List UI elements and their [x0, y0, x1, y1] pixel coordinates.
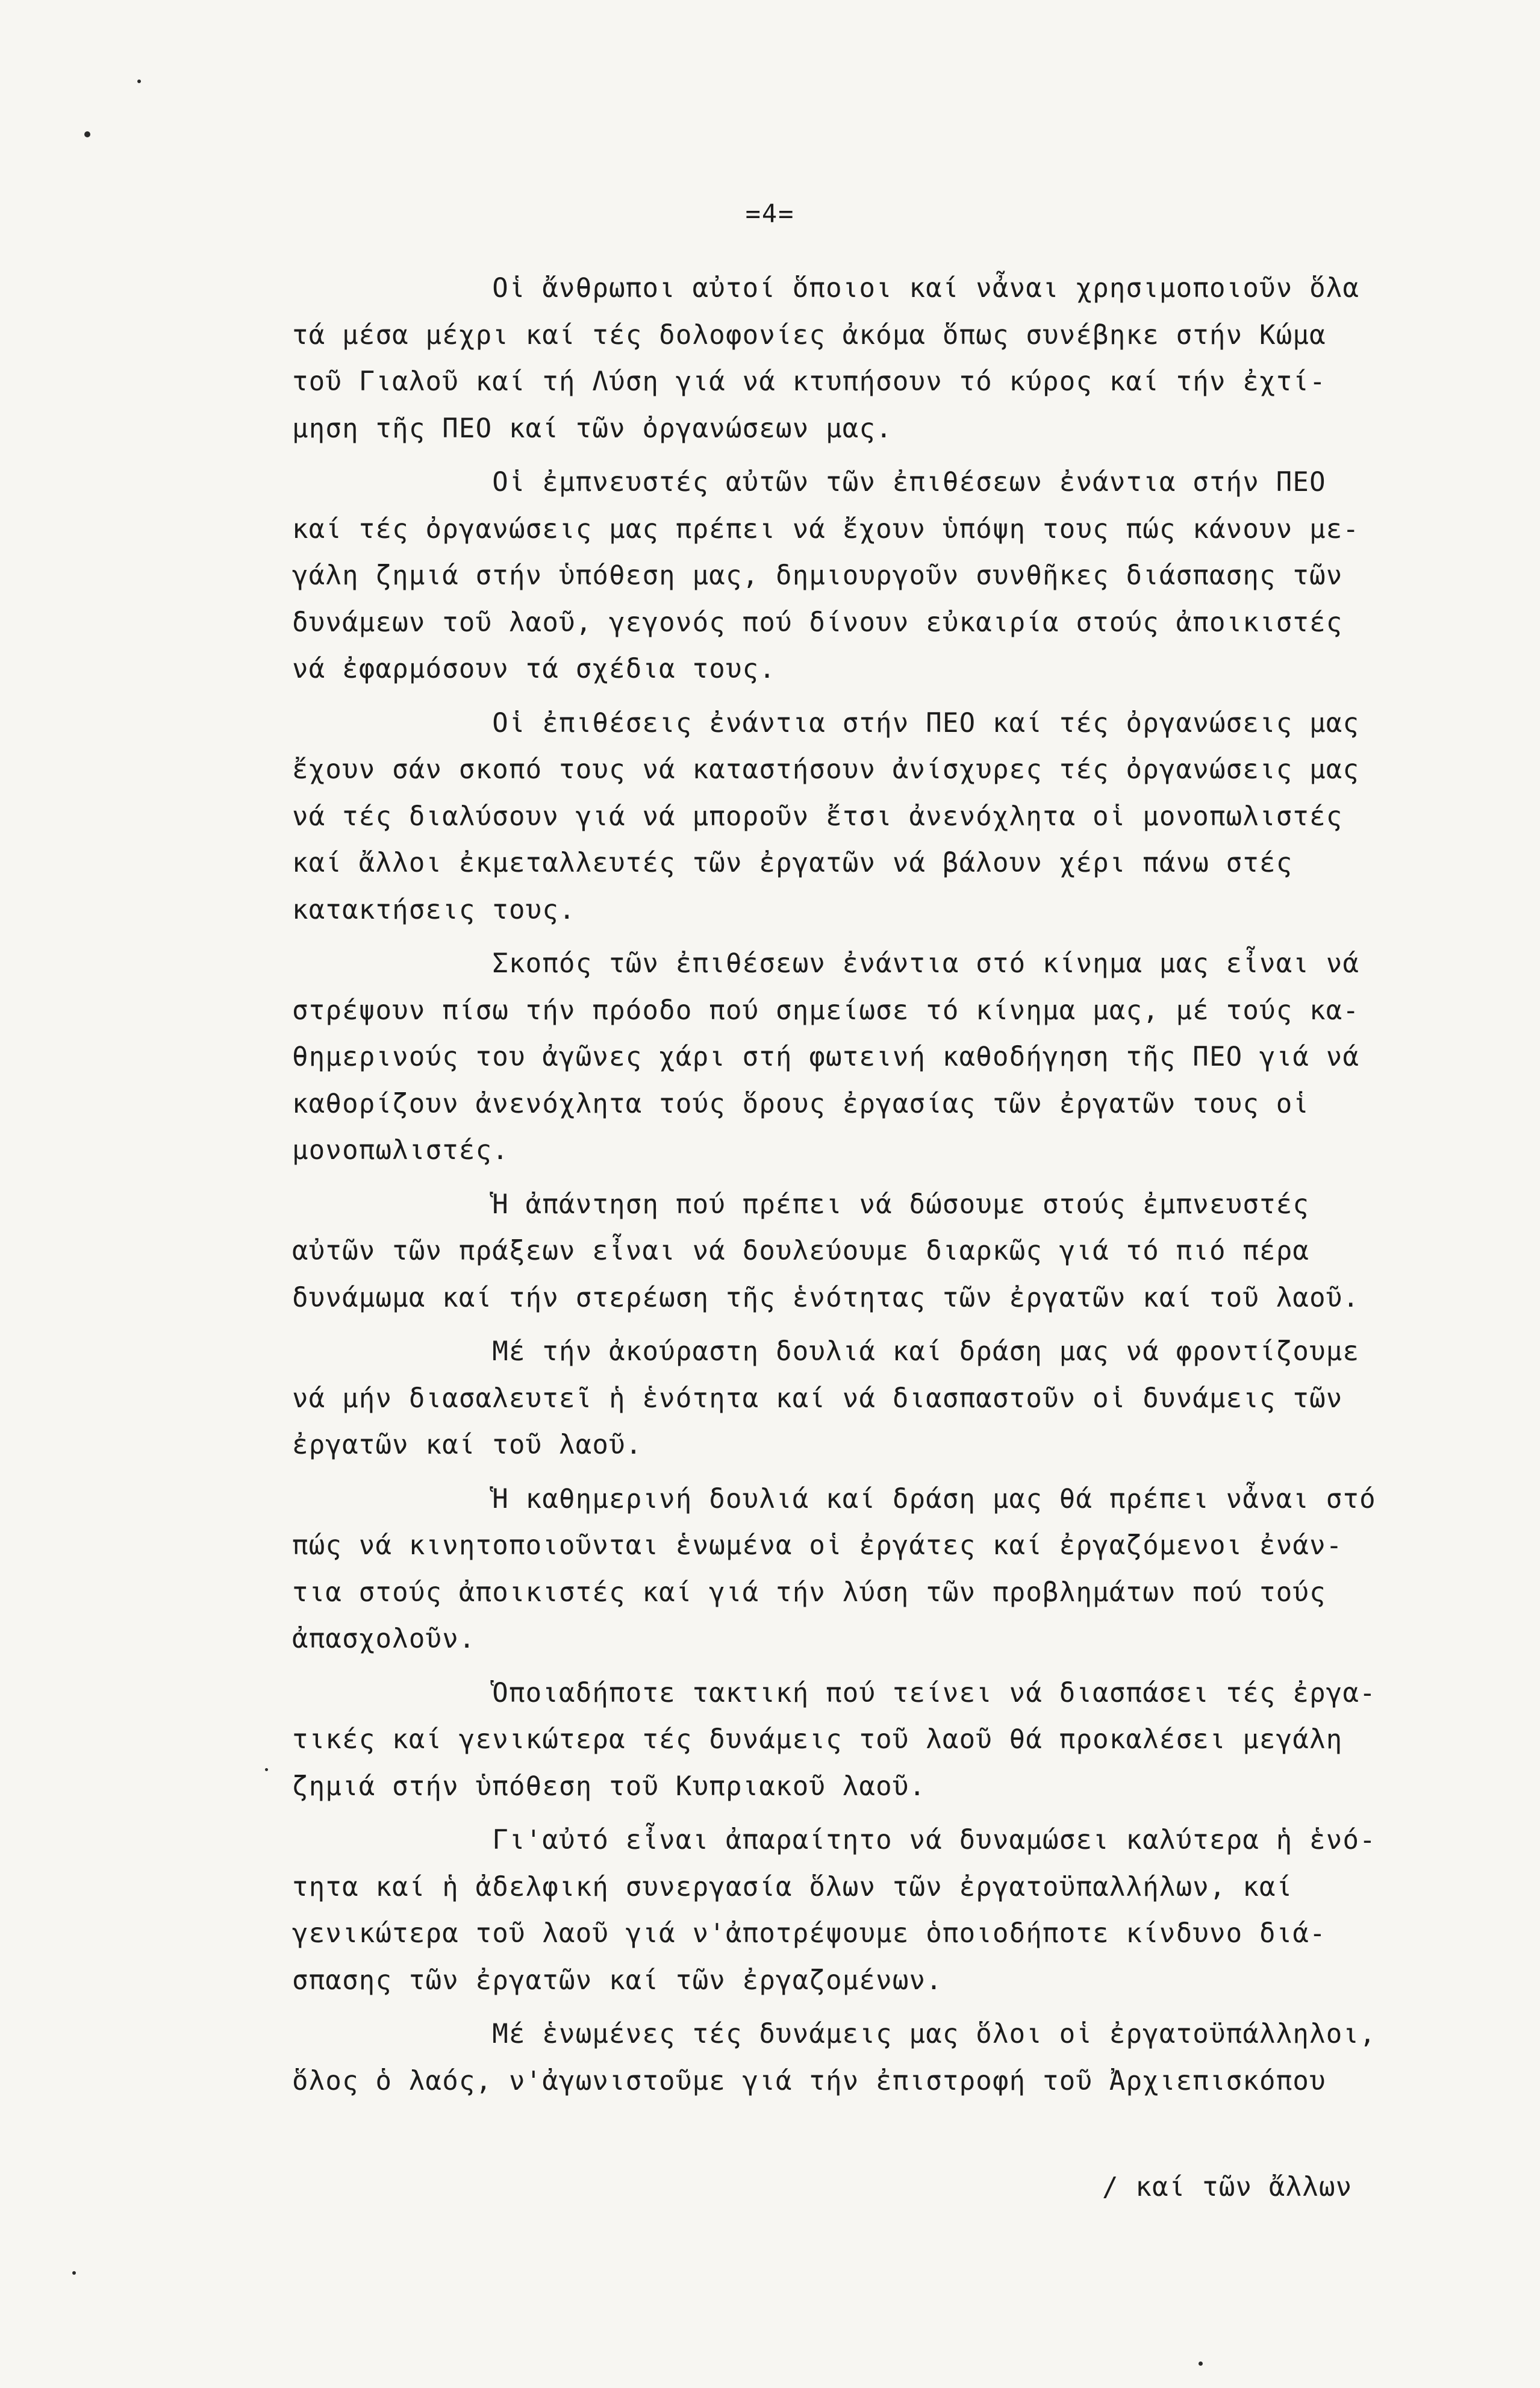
text-line: Οἱ ἐμπνευστές αὐτῶν τῶν ἐπιθέσεων ἐνάντια στήν ΠΕΟ: [292, 467, 1326, 498]
text-line: τια στούς ἀποικιστές καί γιά τήν λύση τῶν προβλημάτων πού τούς: [292, 1577, 1326, 1608]
text-line: τά μέσα μέχρι καί τές δολοφονίες ἀκόμα ὅπως συνέβηκε στήν Κώμα: [292, 319, 1326, 351]
text-line: τητα καί ἡ ἀδελφική συνεργασία ὅλων τῶν ἐργατοϋπαλλήλων, καί: [292, 1871, 1293, 1902]
scan-speck: [1199, 2361, 1203, 2366]
paragraph: [292, 1181, 1503, 1322]
paragraph: [292, 1670, 1503, 1810]
text-line: Οἱ ἄνθρωποι αὐτοί ὅποιοι καί νἆναι χρησιμοποιοῦν ὅλα: [292, 273, 1360, 304]
scan-speck: [84, 131, 90, 137]
text-line: Γι'αὐτό εἶναι ἀπαραίτητο νά δυναμώσει καλύτερα ἡ ἑνό-: [292, 1825, 1376, 1855]
text-line: νά ἐφαρμόσουν τά σχέδια τους.: [292, 654, 776, 684]
paragraph: [292, 700, 1503, 934]
text-line: Οἱ ἐπιθέσεις ἐνάντια στήν ΠΕΟ καί τές ὀργανώσεις μας: [292, 707, 1360, 739]
text-line: Ἡ καθημερινή δουλιά καί δράση μας θά πρέπει νἆναι στό: [292, 1483, 1376, 1514]
text-line: Ἡ ἀπάντηση πού πρέπει νά δώσουμε στούς ἐμπνευστές: [292, 1189, 1310, 1220]
text-line: κατακτήσεις τους.: [292, 894, 576, 925]
paragraph: [292, 1476, 1503, 1663]
text-line: πώς νά κινητοποιοῦνται ἑνωμένα οἱ ἐργάτες καί ἐργαζόμενοι ἐνάν-: [292, 1530, 1343, 1561]
text-line: ἐργατῶν καί τοῦ λαοῦ.: [292, 1430, 643, 1460]
scan-speck: [137, 80, 141, 83]
text-line: σπασης τῶν ἐργατῶν καί τῶν ἐργαζομένων.: [292, 1964, 943, 1996]
text-line: Ὁποιαδήποτε τακτική πού τείνει νά διασπάσει τές ἐργα-: [292, 1677, 1376, 1708]
paragraph: [292, 2011, 1503, 2104]
text-line: ἀπασχολοῦν.: [292, 1624, 476, 1654]
text-line: γάλη ζημιά στήν ὑπόθεση μας, δημιουργοῦν συνθῆκες διάσπασης τῶν: [292, 560, 1343, 591]
paragraph: [292, 940, 1503, 1174]
text-line: καθορίζουν ἀνενόχλητα τούς ὅρους ἐργασίας τῶν ἐργατῶν τους οἱ: [292, 1088, 1310, 1119]
paragraph: [292, 459, 1503, 693]
text-line: ἔχουν σάν σκοπό τους νά καταστήσουν ἀνίσχυρες τές ὀργανώσεις μας: [292, 754, 1360, 785]
text-line: δυνάμωμα καί τήν στερέωση τῆς ἑνότητας τῶν ἐργατῶν καί τοῦ λαοῦ.: [292, 1282, 1360, 1313]
text-line: ὅλος ὁ λαός, ν'ἀγωνιστοῦμε γιά τήν ἐπιστροφή τοῦ Ἀρχιεπισκόπου: [292, 2065, 1326, 2096]
scan-speck: [265, 1768, 268, 1771]
text-line: θημερινούς του ἀγῶνες χάρι στή φωτεινή καθοδήγηση τῆς ΠΕΟ γιά νά: [292, 1042, 1360, 1072]
text-line: Σκοπός τῶν ἐπιθέσεων ἐνάντια στό κίνημα μας εἶναι νά: [292, 948, 1360, 979]
page-number: =4=: [745, 199, 795, 228]
text-line: ζημιά στήν ὑπόθεση τοῦ Κυπριακοῦ λαοῦ.: [292, 1771, 926, 1802]
text-line: γενικώτερα τοῦ λαοῦ γιά ν'ἀποτρέψουμε ὁποιοδήποτε κίνδυνο διά-: [292, 1918, 1326, 1949]
text-line: Μέ τήν ἀκούραστη δουλιά καί δράση μας νά φροντίζουμε: [292, 1336, 1360, 1367]
paragraph: [292, 1817, 1503, 2004]
text-line: καί ἄλλοι ἐκμεταλλευτές τῶν ἐργατῶν νά βάλουν χέρι πάνω στές: [292, 848, 1293, 878]
text-line: νά μήν διασαλευτεῖ ἡ ἑνότητα καί νά διασπαστοῦν οἱ δυνάμεις τῶν: [292, 1383, 1343, 1414]
paragraph: [292, 265, 1503, 452]
letter-body: [292, 265, 1503, 2111]
paragraph: [292, 1328, 1503, 1469]
page-continuation: / καί τῶν ἄλλων: [1102, 2172, 1353, 2202]
text-line: μηση τῆς ΠΕΟ καί τῶν ὀργανώσεων μας.: [292, 413, 893, 444]
text-line: δυνάμεων τοῦ λαοῦ, γεγονός πού δίνουν εὐκαιρία στούς ἀποικιστές: [292, 607, 1343, 638]
text-line: στρέψουν πίσω τήν πρόοδο πού σημείωσε τό κίνημα μας, μέ τούς κα-: [292, 995, 1360, 1026]
scan-speck: [72, 2271, 76, 2275]
text-line: τοῦ Γιαλοῦ καί τή Λύση γιά νά κτυπήσουν τό κύρος καί τήν ἐχτί-: [292, 366, 1326, 397]
text-line: νά τές διαλύσουν γιά νά μποροῦν ἔτσι ἀνενόχλητα οἱ μονοπωλιστές: [292, 801, 1343, 832]
text-line: καί τές ὀργανώσεις μας πρέπει νά ἔχουν ὑπόψη τους πώς κάνουν με-: [292, 513, 1360, 545]
text-line: αὐτῶν τῶν πράξεων εἶναι νά δουλεύουμε διαρκῶς γιά τό πιό πέρα: [292, 1236, 1310, 1266]
text-line: Μέ ἑνωμένες τές δυνάμεις μας ὅλοι οἱ ἐργατοϋπάλληλοι,: [292, 2019, 1376, 2049]
text-line: τικές καί γενικώτερα τές δυνάμεις τοῦ λαοῦ θά προκαλέσει μεγάλη: [292, 1724, 1343, 1755]
text-line: μονοπωλιστές.: [292, 1135, 509, 1166]
